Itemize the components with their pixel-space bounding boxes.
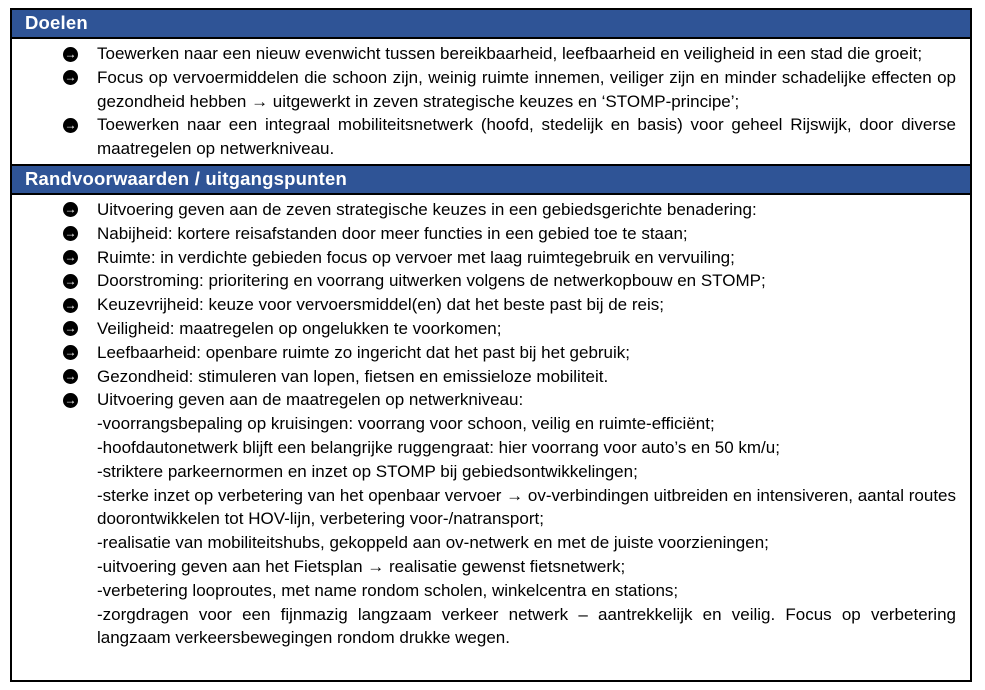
bullet-item [12,317,956,341]
sub-item [12,460,956,484]
sub-item [12,436,956,460]
circled-arrow-bullet-icon: → [64,202,77,217]
bullet-item-text: Nabijheid: kortere reisafstanden door meer functies in een gebied toe te staan; [97,223,688,243]
bullet-item [12,341,956,365]
bullet-item-text: Uitvoering geven aan de zeven strategische keuzes in een gebiedsgerichte benadering: [97,199,757,219]
bullet-item [12,246,956,270]
circled-arrow-bullet-icon: → [64,297,77,312]
circled-arrow-bullet-icon: → [64,345,77,360]
circled-arrow-bullet-icon: → [64,392,77,407]
sub-item [12,603,956,651]
bullet-item-text: Focus op vervoermiddelen die schoon zijn, weinig ruimte innemen, veiliger zijn en minder schadelijke effecten op gezondheid hebben → uitgewerkt in zeven strategische keuzes en ‘STOMP-principe’; [97,67,956,111]
circled-arrow-bullet-icon: → [64,46,77,61]
sub-item-text: -zorgdragen voor een fijnmazig langzaam verkeer netwerk – aantrekkelijk en veilig. Focus op verbetering langzaam verkeersbewegingen rondom drukke wegen. [97,604,956,648]
bullet-item-text: Leefbaarheid: openbare ruimte zo ingericht dat het past bij het gebruik; [97,342,631,362]
bullet-item-text: Toewerken naar een integraal mobiliteitsnetwerk (hoofd, stedelijk en basis) voor geheel Rijswijk, door diverse maatregelen op netwerkniveau. [97,115,956,159]
bullet-item [12,388,956,412]
bullet-item [12,198,956,222]
sub-item-text: -verbetering looproutes, met name rondom scholen, winkelcentra en stations; [97,580,679,600]
circled-arrow-bullet-icon: → [64,273,77,288]
section-body-randvoorwaarden [12,195,970,653]
bullet-item-text: Keuzevrijheid: keuze voor vervoersmiddel(en) dat het beste past bij de reis; [97,295,664,315]
sub-item-text: -realisatie van mobiliteitshubs, gekoppeld aan ov-netwerk en met de juiste voorzieningen; [97,533,769,553]
bullet-item [12,42,956,66]
bullet-item [12,113,956,161]
sub-item [12,555,956,579]
bullet-item-text: Gezondheid: stimuleren van lopen, fietsen en emissieloze mobiliteit. [97,366,609,386]
section-title: Randvoorwaarden / uitgangspunten [25,167,347,189]
circled-arrow-bullet-icon: → [64,117,77,132]
sub-item-text: -hoofdautonetwerk blijft een belangrijke ruggengraat: hier voorrang voor auto’s en 50 km/u; [97,437,780,457]
section-title: Doelen [25,12,88,33]
sub-item-text: -uitvoering geven aan het Fietsplan → realisatie gewenst fietsnetwerk; [97,556,626,576]
circled-arrow-bullet-icon: → [64,226,77,241]
sub-item-text: -voorrangsbepaling op kruisingen: voorrang voor schoon, veilig en ruimte-efficiënt; [97,414,715,434]
circled-arrow-bullet-icon: → [64,250,77,265]
sub-item-text: -sterke inzet op verbetering van het openbaar vervoer → ov-verbindingen uitbreiden en intensiveren, aantal routes doorontwikkelen tot HOV-lijn, verbetering voor-/natransport; [97,485,957,529]
bullet-item [12,66,956,114]
bullet-item [12,365,956,389]
sub-item-text: -striktere parkeernormen en inzet op STOMP bij gebiedsontwikkelingen; [97,461,638,481]
bullet-item-text: Veiligheid: maatregelen op ongelukken te voorkomen; [97,318,502,338]
sub-item [12,484,956,532]
sub-item [12,579,956,603]
section-body-doelen [12,39,970,164]
circled-arrow-bullet-icon: → [64,70,77,85]
bullet-item [12,269,956,293]
sub-item [12,412,956,436]
bullet-item-text: Doorstroming: prioritering en voorrang uitwerken volgens de netwerkopbouw en STOMP; [97,271,766,291]
section-header-doelen [12,10,970,39]
bullet-item-text: Uitvoering geven aan de maatregelen op netwerkniveau: [97,390,524,410]
bullet-item-text: Toewerken naar een nieuw evenwicht tussen bereikbaarheid, leefbaarheid en veiligheid in een stad die groeit; [97,44,923,63]
bullet-item [12,293,956,317]
policy-table [10,8,972,682]
sub-item [12,531,956,555]
section-header-randvoorwaarden [12,164,970,195]
circled-arrow-bullet-icon: → [64,321,77,336]
bullet-item [12,222,956,246]
bullet-item-text: Ruimte: in verdichte gebieden focus op vervoer met laag ruimtegebruik en vervuiling; [97,247,735,267]
circled-arrow-bullet-icon: → [64,369,77,384]
